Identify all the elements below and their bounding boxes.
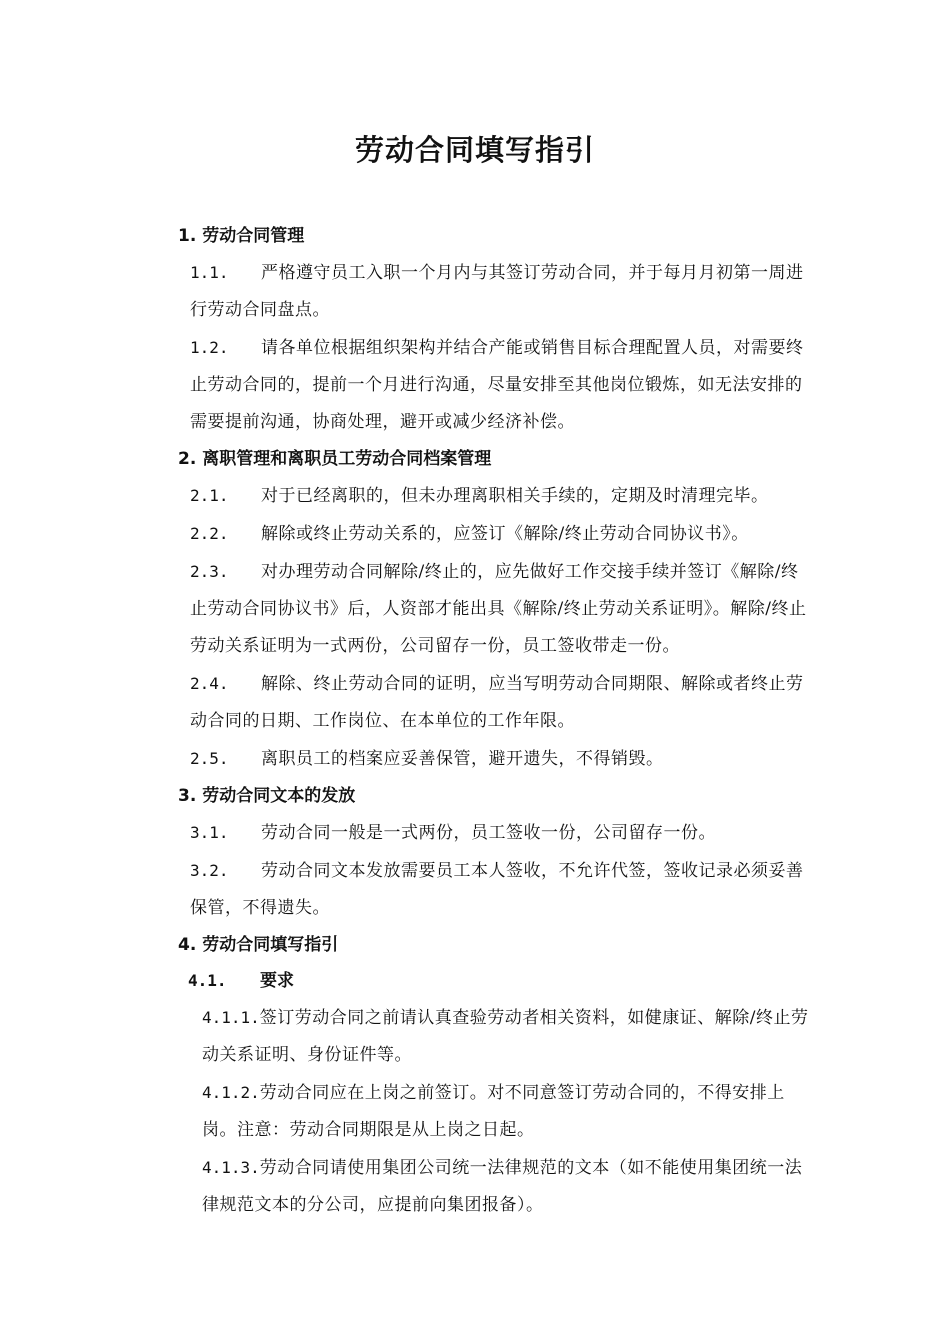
item-number: 3.2. [190,861,229,880]
item-text: 劳动合同一般是一式两份，员工签收一份，公司留存一份。 [261,823,716,843]
list-item [178,999,810,1074]
item-number: 2.3. [190,562,229,581]
list-item [178,852,810,927]
list-item [178,1074,810,1149]
subsection-number: 4.1. [188,971,227,990]
item-number: 1.1. [190,263,229,282]
list-item [178,553,810,665]
item-number: 1.2. [190,338,229,357]
item-number: 4.1.1. [202,1008,260,1027]
item-text: 解除或终止劳动关系的，应签订《解除/终止劳动合同协议书》。 [261,524,749,544]
item-text: 解除、终止劳动合同的证明，应当写明劳动合同期限、解除或者终止劳动合同的日期、工作岗位、在本单位的工作年限。 [190,674,804,731]
item-number: 3.1. [190,823,229,842]
list-item [178,515,810,553]
item-text: 签订劳动合同之前请认真查验劳动者相关资料，如健康证、解除/终止劳动关系证明、身份证件等。 [202,1008,809,1065]
item-number: 2.2. [190,524,229,543]
item-text: 劳动合同请使用集团公司统一法律规范的文本（如不能使用集团统一法律规范文本的分公司，应提前向集团报备）。 [202,1158,803,1215]
list-item [178,814,810,852]
list-item [178,740,810,778]
document-title: 劳动合同填写指引 [354,133,595,167]
item-number: 2.4. [190,674,229,693]
item-text: 对办理劳动合同解除/终止的，应先做好工作交接手续并签订《解除/终止劳动合同协议书》后，人资部才能出具《解除/终止劳动关系证明》。解除/终止劳动关系证明为一式两份，公司留存一份，员工签收带走一份。 [190,562,807,656]
item-text: 请各单位根据组织架构并结合产能或销售目标合理配置人员，对需要终止劳动合同的，提前一个月进行沟通，尽量安排至其他岗位锻炼，如无法安排的需要提前沟通，协商处理，避开或减少经济补偿。 [190,338,804,432]
section-heading: 4. 劳动合同填写指引 [178,935,339,955]
item-number: 2.5. [190,749,229,768]
item-text: 劳动合同文本发放需要员工本人签收，不允许代签，签收记录必须妥善保管，不得遗失。 [190,861,804,918]
item-number: 4.1.2. [202,1083,260,1102]
section-heading: 2. 离职管理和离职员工劳动合同档案管理 [178,449,492,469]
subsection-heading [178,963,810,999]
section-heading: 3. 劳动合同文本的发放 [178,786,356,806]
list-item [178,477,810,515]
item-number: 2.1. [190,486,229,505]
subsection-title: 要求 [260,971,294,991]
list-item [178,329,810,441]
list-item [178,665,810,740]
item-text: 劳动合同应在上岗之前签订。对不同意签订劳动合同的，不得安排上岗。注意：劳动合同期限是从上岗之日起。 [202,1083,785,1140]
document-body [178,218,810,1224]
item-number: 4.1.3. [202,1158,260,1177]
item-text: 严格遵守员工入职一个月内与其签订劳动合同，并于每月月初第一周进行劳动合同盘点。 [190,263,804,320]
item-text: 对于已经离职的，但未办理离职相关手续的，定期及时清理完毕。 [261,486,769,506]
item-text: 离职员工的档案应妥善保管，避开遗失，不得销毁。 [261,749,664,769]
list-item [178,254,810,329]
list-item [178,1149,810,1224]
section-heading: 1. 劳动合同管理 [178,226,305,246]
